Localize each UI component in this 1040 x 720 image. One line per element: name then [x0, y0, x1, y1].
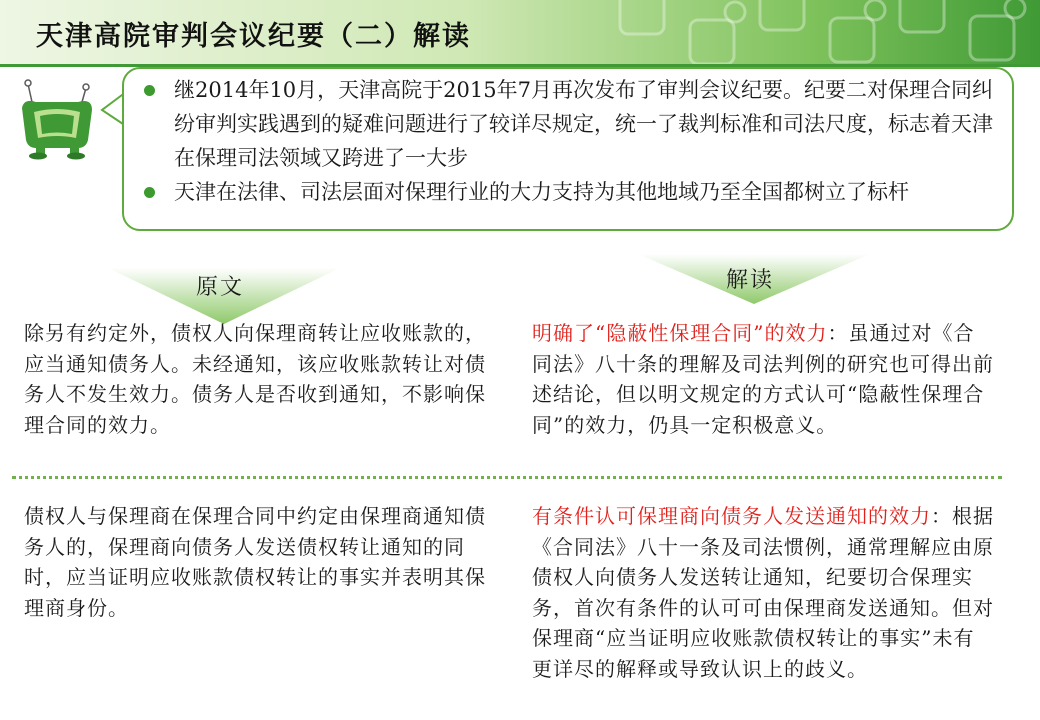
- row-divider: [12, 476, 1002, 479]
- page-title: 天津高院审判会议纪要（二）解读: [36, 21, 471, 52]
- interpretation-text-1: [532, 318, 994, 440]
- interpretation-text-2: [532, 501, 994, 684]
- original-text-1: 除另有约定外，债权人向保理商转让应收账款的，应当通知债务人。未经通知，该应收账款转让对债务人不发生效力。债务人是否收到通知，不影响保理合同的效力。: [24, 321, 486, 437]
- original-text-2: 债权人与保理商在保理合同中约定由保理商通知债务人的，保理商向债务人发送债权转让通知的同时，应当证明应收账款债权转让的事实并表明其保理商身份。: [24, 504, 486, 620]
- bullet-item: [144, 73, 1006, 175]
- interpretation-heading-2: 有条件认可保理商向债务人发送通知的效力: [532, 504, 931, 528]
- bullet-dot-icon: [144, 85, 155, 96]
- bullet-text: 继2014年10月，天津高院于2015年7月再次发布了审判会议纪要。纪要二对保理合同纠纷审判实践遇到的疑难问题进行了较详尽规定，统一了裁判标准和司法尺度，标志着天津在保理司法领域又跨进了一大步: [174, 78, 993, 170]
- title-bar: [0, 0, 1040, 64]
- interpretation-body-2: ：根据《合同法》八十一条及司法惯例，通常理解应由原债权人向债务人发送转让通知，纪要切合保理实务，首次有条件的认可可由保理商发送通知。但对保理商“应当证明应收账款债权转让的事实”未有更详尽的解释或导致认识上的歧义。: [532, 504, 994, 681]
- interpretation-column-label: 解读: [726, 268, 775, 293]
- interpretation-body-1: ：虽通过对《合同法》八十条的理解及司法判例的研究也可得出前述结论，但以明文规定的方式认可“隐蔽性保理合同”的效力，仍具一定积极意义。: [532, 321, 994, 437]
- mascot-icon: [18, 78, 96, 160]
- bullet-dot-icon: [144, 187, 155, 198]
- original-column-label: 原文: [196, 275, 245, 300]
- bullet-item: [144, 175, 1006, 209]
- summary-bubble: [122, 67, 1014, 231]
- bullet-text: 天津在法律、司法层面对保理行业的大力支持为其他地域乃至全国都树立了标杆: [174, 180, 909, 204]
- interpretation-heading-1: 明确了“隐蔽性保理合同”的效力: [532, 321, 828, 345]
